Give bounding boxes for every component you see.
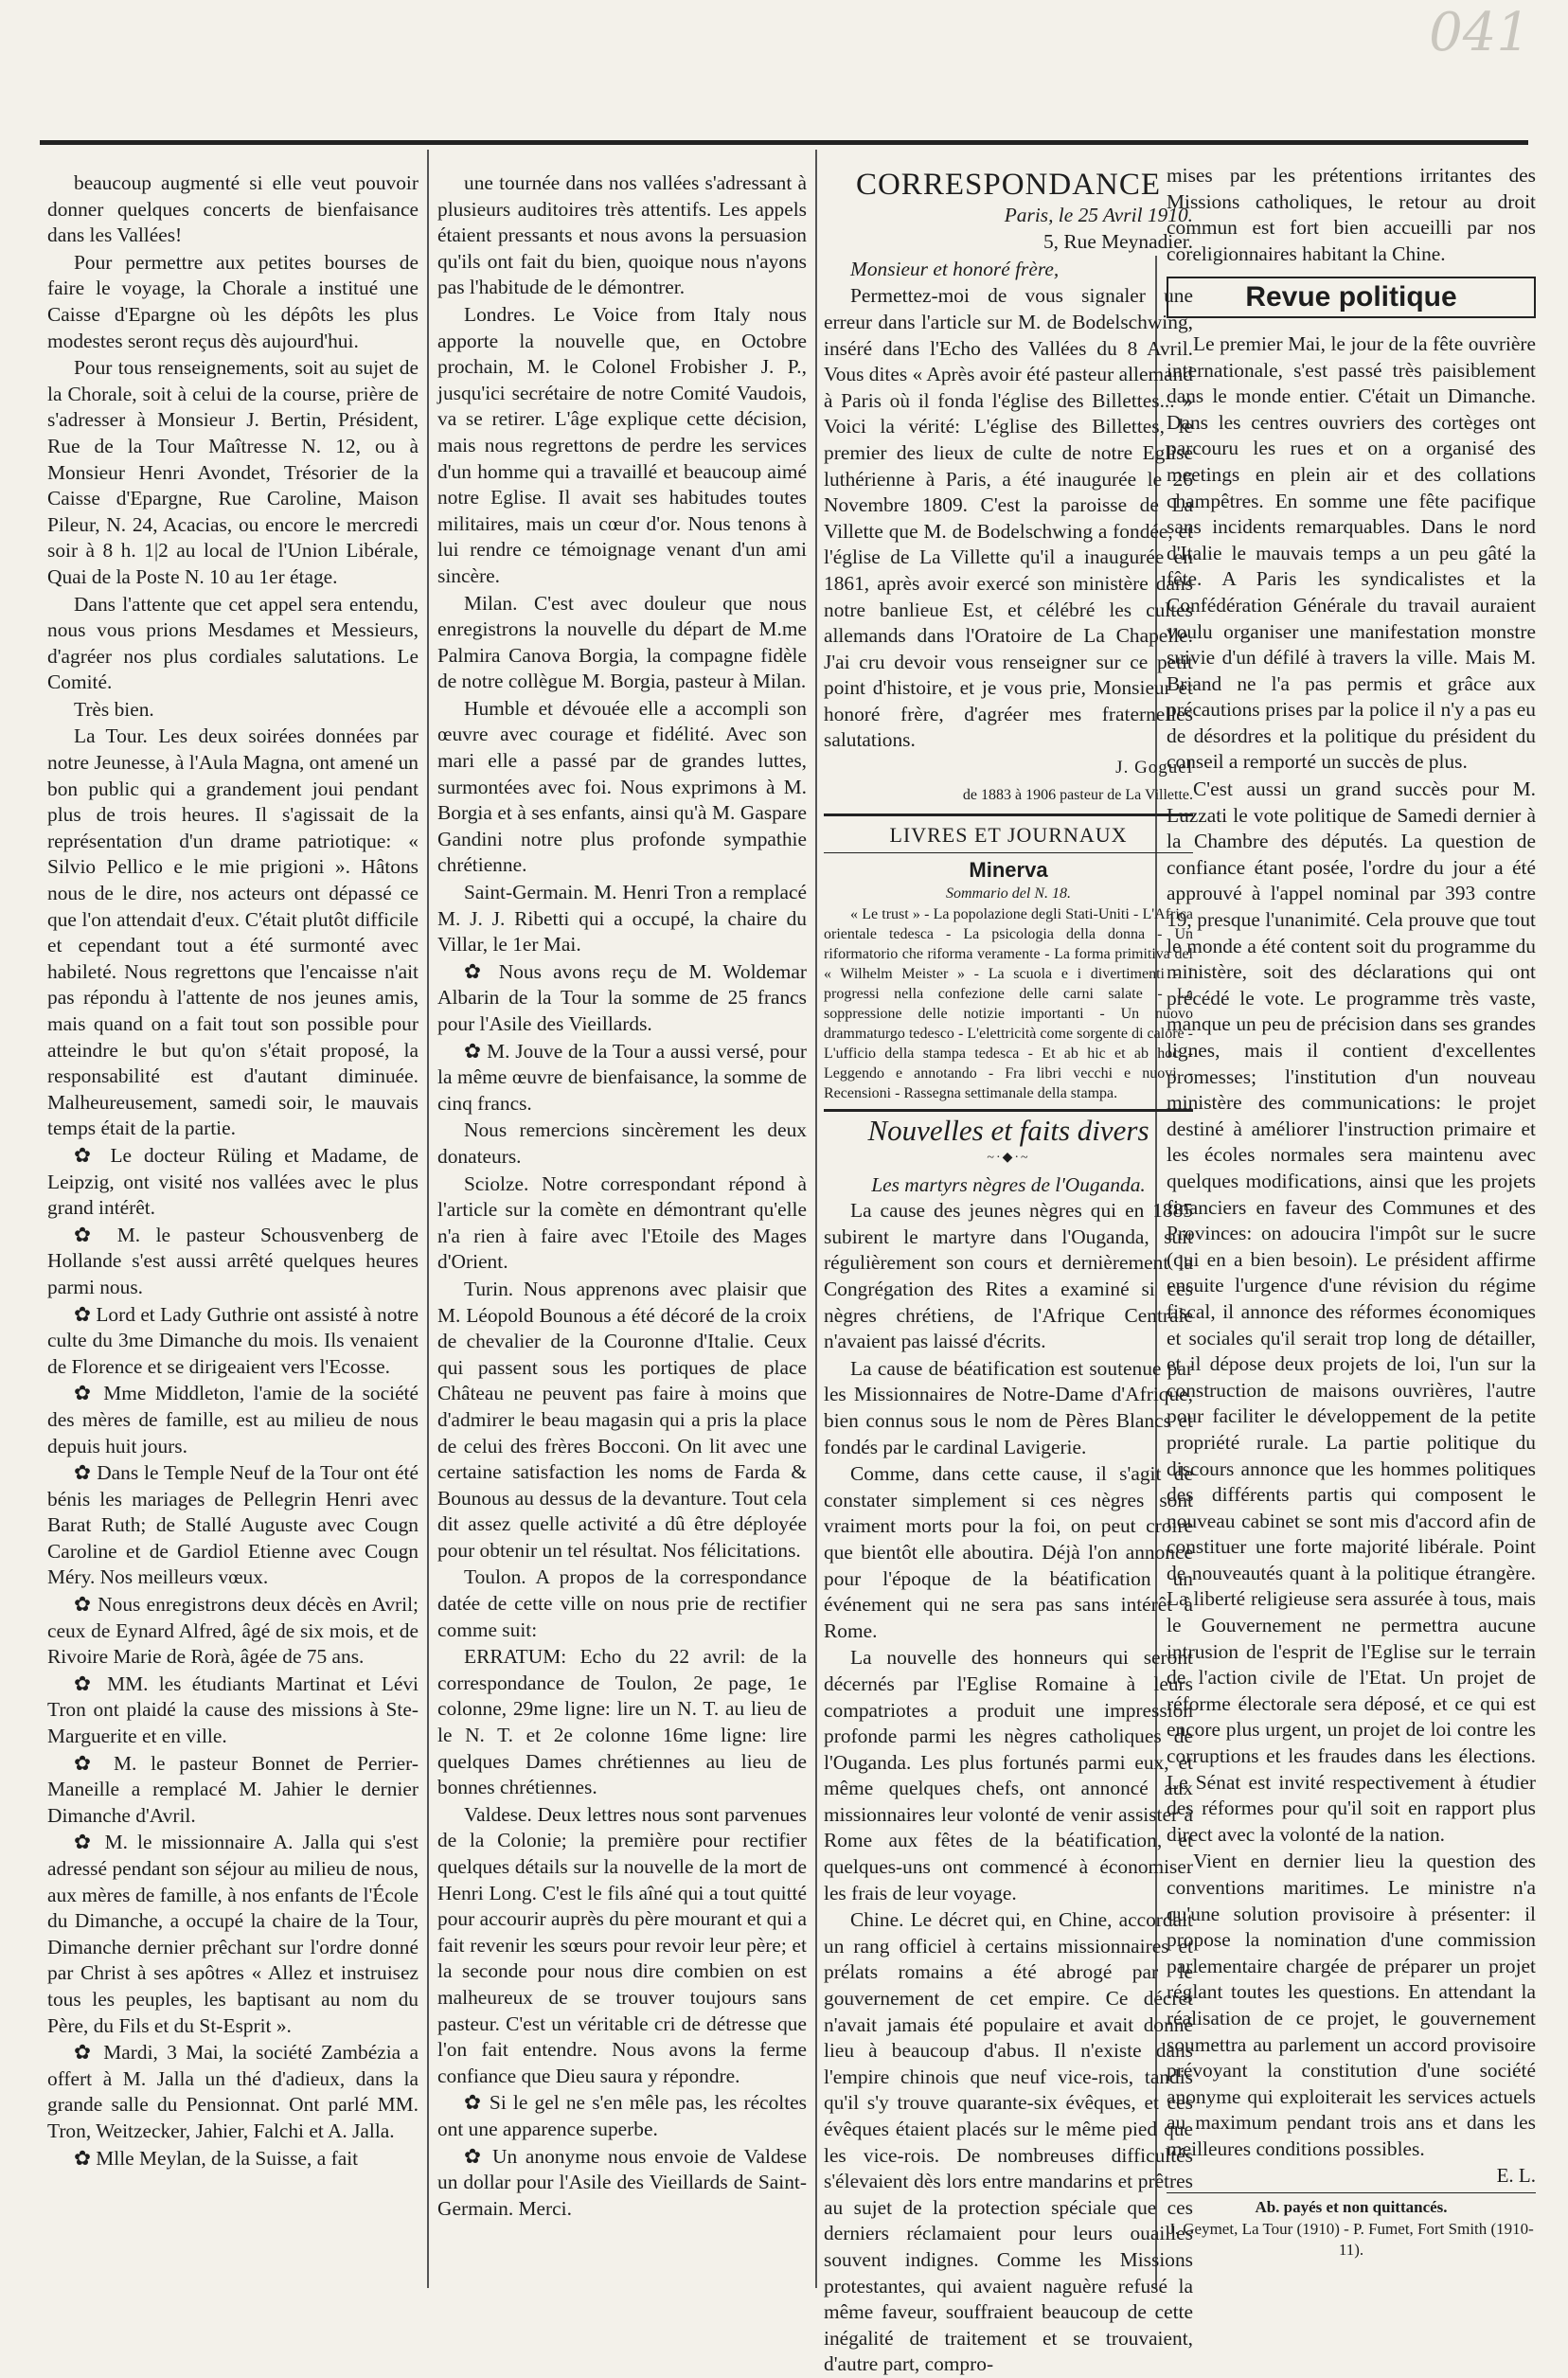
paragraph: Vient en dernier lieu la question des conventions maritimes. Le ministre n'a qu'une solution provisoire à présenter: il propose la nomination d'une commission parlementaire chargée de préparer un projet réglant toutes les questions. En attendant la réalisation de ce projet, le gouvernement soumettra au parlement un accord provisoire prévoyant la constitution d'une société anonyme qui exploiterait les services actuels au maximum pendant trois ans et dans les meilleures conditions possibles.: [1167, 1850, 1536, 2160]
nouvelles-heading: Nouvelles et faits divers: [867, 1114, 1149, 1148]
paragraph: ✿ Nous avons reçu de M. Woldemar Albarin de la Tour la somme de 25 francs pour l'Asile des Vieillards.: [437, 959, 807, 1035]
paragraph: ✿ Dans le Temple Neuf de la Tour ont été bénis les mariages de Pellegrin Henri avec Barat Ruth; de Stallé Auguste avec Cougn Caroline et de Gardiol Etienne avec Cougn Méry. Nos meilleurs vœux.: [47, 1461, 419, 1589]
ouganda-title: Les martyrs nègres de l'Ouganda.: [871, 1172, 1146, 1196]
paragraph: La Tour. Les deux soirées données par notre Jeunesse, à l'Aula Magna, ont amené un bon public qui a grandement joui pendant plus de trois heures. Il s'agissait de la représentation d'un drame patriotique: « Silvio Pellico e le mie prigioni ». Hâtons nous de le dire, nos acteurs ont dépassé ce que l'on attendait d'eux. C'était plutôt difficile et cependant tout a été surmonté avec habileté. Nous regrettons que l'encaisse n'ait pas répondu à l'attente de nos jeunes amis, mais quand on a fait tout son possible pour atteindre le but qu'on s'était proposé, la responsabilité est d'autant diminuée. Malheureusement, samedi soir, le mauvais temps était de la partie.: [47, 724, 419, 1140]
paragraph: beaucoup augmenté si elle veut pouvoir donner quelques concerts de bienfaisance dans les Vallées!: [47, 171, 419, 247]
paragraph: ERRATUM: Echo du 22 avril: de la correspondance de Toulon, 2e page, 1e colonne, 29me ligne: lire un N. T. au lieu de le N. T. et 2e colonne 16me ligne: lire quelques Dames chrétiennes au lieu de bonnes chrétiennes.: [437, 1645, 807, 1799]
section-rule: [824, 1109, 1193, 1112]
paragraph: Pour permettre aux petites bourses de faire le voyage, la Chorale a institué une Caisse d'Epargne où les dépôts les plus modestes seront reçus dès aujourd'hui.: [47, 250, 419, 352]
address: 5, Rue Meynadier.: [1042, 230, 1193, 254]
paragraph: Sciolze. Notre correspondant répond à l'article sur la comète en démontrant qu'elle n'a rien à faire avec l'Etoile des Mages d'Orient.: [437, 1171, 807, 1274]
author-initials: E. L.: [1496, 2163, 1536, 2187]
paragraph: La nouvelle des honneurs qui seront décernés par l'Eglise Romaine à leurs compatriotes a produit une impression profonde parmi les nègres catholiques de l'Ouganda. Les plus fortunés parmi eux, et même quelques chefs, ont annoncé aux missionnaires leur volonté de venir assister à Rome aux fêtes de la béatification, et quelques-uns ont commencé à économiser les frais de leur voyage.: [824, 1646, 1193, 1904]
paragraph: Dans l'attente que cet appel sera entendu, nous vous prions Mesdames et Messieurs, d'agréer nos plus cordiales salutations. Le Comité.: [47, 592, 419, 694]
paragraph: Comme, dans cette cause, il s'agit de constater simplement si ces nègres sont vraiment morts pour la foi, on peut croire que bientôt elle aboutira. Déjà l'on annonce pour l'époque de la béatification un événement qui ne sera pas sans intérêt à Rome.: [824, 1462, 1193, 1642]
ornament: ~·◆·~: [987, 1151, 1030, 1166]
paragraph: ✿ Mlle Meylan, de la Suisse, a fait: [74, 2146, 359, 2170]
column-divider: [427, 150, 429, 2288]
dateline: Paris, le 25 Avril 1910.: [1004, 203, 1193, 226]
section-rule: [1167, 2192, 1536, 2193]
paragraph: Valdese. Deux lettres nous sont parvenues de la Colonie; la première pour rectifier quelques détails sur la nouvelle de la mort de Henri Long. C'est le fils aîné qui a tout quitté pour accourir auprès du père mourant et qui a fait revenir les sœurs pour revoir leur père; et la seconde pour nous dire combien on est malheureux de se trouver toujours sans pasteur. C'est un véritable cri de détresse que l'on fait entendre. Nous avons la ferme confiance que Dieu saura y répondre.: [437, 1802, 807, 2087]
paragraph: ✿ Mardi, 3 Mai, la société Zambézia a offert à M. Jalla un thé d'adieux, dans la grande salle du Pensionnat. Ont parlé MM. Tron, Weitzecker, Jahier, Falchi et A. Jalla.: [47, 2041, 419, 2142]
section-rule: [824, 852, 1193, 853]
paragraph: ✿ Nous enregistrons deux décès en Avril; ceux de Eynard Alfred, âgé de six mois, et de Rivoire Marie de Rorà, âgée de 75 ans.: [47, 1593, 419, 1669]
salutation: Monsieur et honoré frère,: [850, 257, 1060, 280]
column-divider: [815, 150, 817, 2288]
paragraph: Saint-Germain. M. Henri Tron a remplacé M. J. J. Ribetti qui a occupé, la chaire du Villar, le 1er Mai.: [437, 881, 807, 957]
paragraph: Milan. C'est avec douleur que nous enregistrons la nouvelle du départ de M.me Palmira Canova Borgia, la compagne fidèle de notre collègue M. Borgia, pasteur à Milan.: [437, 591, 807, 693]
column-1: [47, 170, 419, 2172]
china-continuation: mises par les prétentions irritantes des Missions catholiques, le retour au droit commun est fort bien accueilli par nos coreligionnaires habitant la Chine.: [1167, 164, 1536, 265]
paragraph: Turin. Nous apprenons avec plaisir que M. Léopold Bounous a été décoré de la croix de chevalier de la Couronne d'Italie. Ceux qui passent sous les portiques de place Château ne peuvent pas faire à moins que d'admirer le beau magasin qui a pris la place de celui des frères Bocconi. On lit avec une certaine satisfaction les noms de Farda & Bounous au dessus de la devanture. Tout cela dit assez quelle activité a dû être déployée pour obtenir un tel résultat. Nos félicitations.: [437, 1277, 807, 1562]
column-3: [824, 168, 1193, 2378]
paragraph: Humble et dévouée elle a accompli son œuvre avec courage et fidélité. Avec son mari elle a passé par de grandes luttes, surmontées avec foi. Nous exprimons à M. Borgia et à ses enfants, ainsi qu'à M. Gaspare Gandini notre plus profonde sympathie chrétienne.: [437, 696, 807, 877]
paragraph: ✿ Un anonyme nous envoie de Valdese un dollar pour l'Asile des Vieillards de Saint-Germain. Merci.: [437, 2144, 807, 2220]
paragraph: Chine. Le décret qui, en Chine, accordait un rang officiel à certains missionnaires et prélats romains a été abrogé par le gouvernement de cet empire. Ce décret n'avait jamais été populaire et avait donné lieu à beaucoup d'abus. Il n'existe dans l'empire chinois que neuf vice-rois, tandis qu'il s'y trouve quarante-six évêques, et ces évêques étaient placés sur le même pied que les vice-rois. De nombreuses difficultés s'élevaient dès lors entre mandarins et prêtres au sujet de la protection spéciale que ces derniers réclamaient pour leurs ouailles souvent indignes. Comme les Missions protestantes, qui avaient naguère refusé la même faveur, souffraient beaucoup de cette inégalité de traitement et se trouvaient, d'autre part, compro-: [824, 1908, 1193, 2376]
letter-body: Permettez-moi de vous signaler une erreur dans l'article sur M. de Bodelschwing, inséré dans l'Echo des Vallées du 8 Avril. Vous dites « Après avoir été pasteur allemand à Paris où il fonda l'église des Billettes... » Voici la vérité: L'église des Billettes, le premier des lieux de culte de notre Eglise luthérienne à Paris, a été inaugurée le 26 Novembre 1809. C'est la paroisse de La Villette que M. de Bodelschwing a fondée, et l'église de La Villette qu'il a inaugurée en 1861, après avoir exercé son ministère dans notre banlieue Est, et célébré les cultes allemands dans l'Oratoire de La Chapelle. J'ai cru devoir vous renseigner sur ce petit point d'histoire, et je vous prie, Monsieur et honoré frère, d'agréer mes fraternelles salutations.: [824, 284, 1193, 752]
paragraph: C'est aussi un grand succès pour M. Luzzati le vote politique de Samedi dernier à la Chambre des députés. La question de confiance étant posée, l'ordre du jour a été approuvé à l'appel nominal par 393 contre 19, presque l'unanimité. Cela prouve que tout le monde a été content soit du programme du ministère, soit des déclarations qui ont précédé le vote. Le programme très vaste, manque un peu de précision dans ses grandes lignes, mais il contient d'excellentes promesses; l'institution d'un nouveau ministère des communications: le projet destiné à améliorer l'instruction primaire et les écoles normales sera maintenu avec quelques modifications, ainsi que les projets financiers en faveur des Communes et des Provinces: on adoucira l'impôt sur le sucre (qui en a bien besoin). Le président affirme ensuite l'urgence d'une révision du régime fiscal, il annonce des réformes économiques et sociales qu'il serait trop long de détailler, et il dépose deux projets de loi, l'un sur la construction de maisons ouvrières, l'autre pour faciliter le développement de la petite propriété rurale. La partie politique du discours annonce que les hommes politiques des différents partis qui composent le nouveau cabinet se sont mis d'accord afin de constituer une forte majorité libérale. Point de nouveautés quant à la politique étrangère. La liberté religieuse sera assurée à tous, mais le Gouvernement ne permettra aucune intrusion de l'esprit de l'Eglise sur le terrain de l'action civile de l'Etat. Un projet de réforme électorale sera déposé, et ce qui est encore plus urgent, un projet de loi contre les corruptions et les fraudes dans les élections. Le Sénat est invité respectivement à étudier des réformes pour qu'il soit en rapport plus direct avec la volonté de la nation.: [1167, 778, 1536, 1846]
top-rule: [40, 140, 1528, 145]
livres-journaux-heading: LIVRES ET JOURNAUX: [889, 823, 1128, 848]
paragraph: Londres. Le Voice from Italy nous apporte la nouvelle que, en Octobre prochain, M. le Colonel Frobisher J. P., jusqu'ici secrétaire de notre Comité Vaudois, va se retirer. L'âge explique cette décision, mais nous regrettons de perdre les services d'un homme qui a travaillé et beaucoup aimé notre Eglise. Il avait ses habitudes toutes militaires, mais un cœur d'or. Nous tenons à lui rendre ce témoignage venant d'un ami sincère.: [437, 302, 807, 587]
correspondance-heading: CORRESPONDANCE: [855, 168, 1162, 202]
paragraph: ✿ M. le missionnaire A. Jalla qui s'est adressé pendant son séjour au milieu de nous, aux mères de famille, à nos enfants de l'École du Dimanche, a occupé la chaire de la Tour, Dimanche dernier prêchant sur l'ordre donné par Christ à ses apôtres « Allez et instruisez tous les peuples, les baptisant au nom du Père, du Fils et du St-Esprit ».: [47, 1831, 419, 2037]
minerva-title: Minerva: [969, 857, 1048, 882]
signature: J. Goguel: [1115, 758, 1193, 778]
paragraph: ✿ Le docteur Rüling et Madame, de Leipzig, ont visité nos vallées avec le plus grand intérêt.: [47, 1143, 419, 1220]
section-rule: [824, 814, 1193, 816]
paragraph: Très bien.: [74, 697, 154, 721]
paragraph: ✿ M. le pasteur Schousvenberg de Hollande s'est aussi arrêté quelques heures parmi nous.: [47, 1223, 419, 1298]
paragraph: une tournée dans nos vallées s'adressant à plusieurs auditoires très attentifs. Les appels étaient pressants et nous avons la persuasion qu'ils ont fait du bien, quoique nous n'ayons pas l'habitude de le démontrer.: [437, 171, 807, 299]
paragraph: La cause des jeunes nègres qui en 1885 subirent le martyre dans l'Ouganda, suit régulièrement son cours et dernièrement la Congrégation des Rites a examiné si ces nègres chrétiens, de l'Afrique Centrale n'avaient pas laissé d'écrits.: [824, 1199, 1193, 1353]
paragraph: Pour tous renseignements, soit au sujet de la Chorale, soit à celui de la course, prière de s'adresser à Monsieur J. Bertin, Président, Rue de la Tour Maîtresse N. 12, ou à Monsieur Henri Avondet, Trésorier de la Caisse d'Epargne, Rue Caroline, Maison Pileur, N. 24, Acacias, ou encore le mercredi soir à 8 h. 1|2 au local de l'Union Libérale, Quai de la Poste N. 10 au 1er étage.: [47, 356, 419, 588]
subscriptions-text: J. Geymet, La Tour (1910) - P. Fumet, Fort Smith (1910-11).: [1168, 2220, 1534, 2260]
revue-politique-text: [1167, 331, 1536, 2163]
paragraph: Nous remercions sincèrement les deux donateurs.: [437, 1118, 807, 1168]
paragraph: ✿ Lord et Lady Guthrie ont assisté à notre culte du 3me Dimanche du mois. Ils venaient de Florence et se dirigeaient vers l'Ecosse.: [47, 1302, 419, 1378]
paragraph: ✿ M. le pasteur Bonnet de Perrier-Maneille a remplacé M. Jahier le dernier Dimanche d'Avril.: [47, 1751, 419, 1827]
column-4: [1167, 163, 1536, 2261]
minerva-subtitle: Sommario del N. 18.: [946, 885, 1071, 903]
page-number: 041: [1429, 2, 1530, 63]
paragraph: ✿ MM. les étudiants Martinat et Lévi Tron ont plaidé la cause des missions à Ste-Marguerite et en ville.: [47, 1672, 419, 1748]
paragraph: ✿ M. Jouve de la Tour a aussi versé, pour la même œuvre de bienfaisance, la somme de cinq francs.: [437, 1039, 807, 1115]
minerva-summary: « Le trust » - La popolazione degli Stati-Uniti - L'Africa orientale tedesca - La psicologia della donna - Un riformatorio che riforma veramente - La forma primitiva del « Wilhelm Meister » - La scuola e i divertimenti - I progressi nella confezione delle carni salate - La soppressione delle notizie importanti - Un nuovo drammaturgo tedesco - L'elettricità come sorgente di calore - L'ufficio della stampa tedesca - Et ab hic et ab hoc - Leggendo e annotando - Fra libri vecchi e nuovi - Recensioni - Rassegna settimanale della stampa.: [824, 906, 1193, 1102]
paragraph: ✿ Mme Middleton, l'amie de la société des mères de famille, est au milieu de nous depuis huit jours.: [47, 1382, 419, 1457]
subscriptions-title: Ab. payés et non quittancés.: [1255, 2198, 1448, 2217]
revue-politique-heading: Revue politique: [1167, 277, 1536, 318]
paragraph: La cause de béatification est soutenue par les Missionnaires de Notre-Dame d'Afrique, bien connus sous le nom de Pères Blancs et fondés par le cardinal Lavigerie.: [824, 1356, 1193, 1458]
paragraph: ✿ Si le gel ne s'en mêle pas, les récoltes ont une apparence superbe.: [437, 2091, 807, 2140]
column-2: [437, 170, 807, 2222]
ouganda-article: [824, 1198, 1193, 2378]
paragraph: Le premier Mai, le jour de la fête ouvrière internationale, s'est passé très paisiblement dans le monde entier. C'était un Dimanche. Dans les centres ouvriers des cortèges ont parcouru les rues et on a organisé des meetings en plein air et des collations champêtres. En somme une fête pacifique sans incidents remarquables. Dans le nord d'Italie le mauvais temps a un peu gâté la fête. A Paris les syndicalistes et la Confédération Générale du travail auraient voulu organiser une manifestation monstre suivie d'un défilé à travers la ville. Mais M. Briand ne l'a pas permis et grâce aux précautions prises par la police il n'y a pas eu de désordres et la politique du président du conseil a remporté un succès de plus.: [1167, 331, 1536, 774]
paragraph: Toulon. A propos de la correspondance datée de cette ville on nous prie de rectifier comme suit:: [437, 1565, 807, 1641]
signature-note: de 1883 à 1906 pasteur de La Villette.: [962, 786, 1193, 803]
